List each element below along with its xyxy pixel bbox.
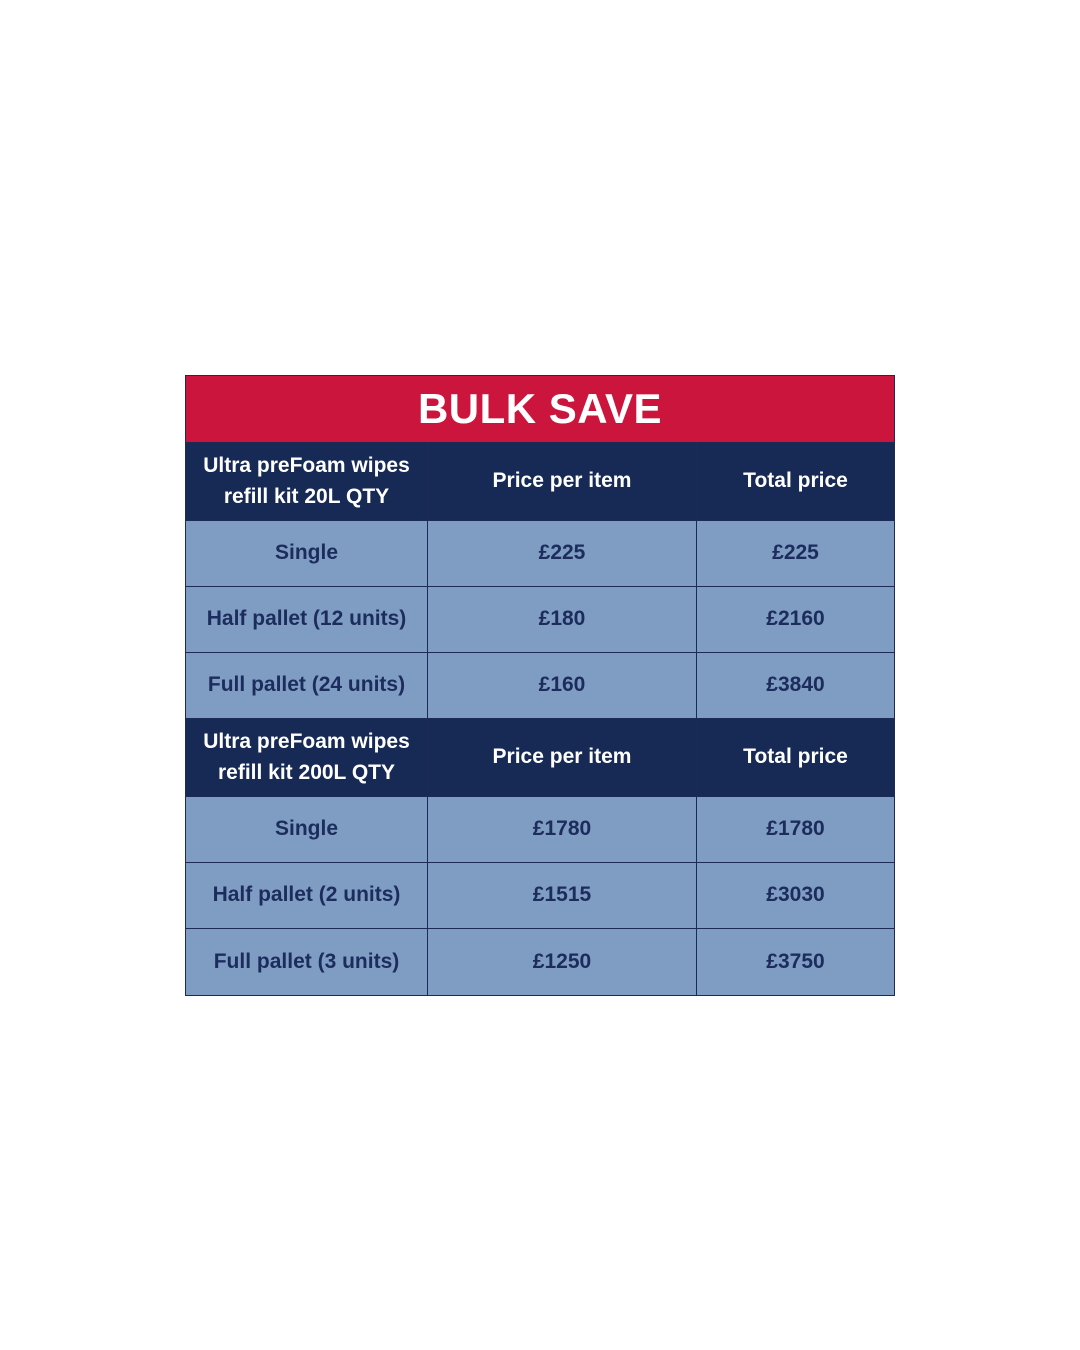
total-price-cell: £3750 <box>766 949 825 973</box>
total-price-cell: £3840 <box>766 673 825 697</box>
qty-cell: Single <box>186 797 428 862</box>
price-per-item-cell: £1780 <box>428 797 697 862</box>
total-price-cell: £3030 <box>766 883 825 907</box>
table-row <box>186 863 894 929</box>
qty-cell: Full pallet (24 units) <box>186 653 428 718</box>
price-per-item-cell: £1515 <box>428 863 697 928</box>
table-row <box>186 653 894 719</box>
price-per-item-cell: £160 <box>428 653 697 718</box>
bulk-save-table <box>185 375 895 996</box>
qty-cell: Half pallet (2 units) <box>186 863 428 928</box>
table-title: BULK SAVE <box>186 376 894 443</box>
total-price-header: Total price <box>743 745 848 769</box>
total-price-header: Total price <box>743 469 848 493</box>
price-per-item-header: Price per item <box>428 719 697 796</box>
total-price-cell: £225 <box>772 541 819 565</box>
table-row <box>186 929 894 995</box>
price-per-item-cell: £1250 <box>428 929 697 995</box>
table-row <box>186 587 894 653</box>
qty-cell: Half pallet (12 units) <box>186 587 428 652</box>
qty-cell: Single <box>186 521 428 586</box>
qty-column-header: Ultra preFoam wipes refill kit 20L QTY <box>186 443 428 520</box>
qty-cell: Full pallet (3 units) <box>186 929 428 995</box>
price-per-item-cell: £225 <box>428 521 697 586</box>
price-per-item-cell: £180 <box>428 587 697 652</box>
section-header-row-20l <box>186 443 894 521</box>
qty-column-header: Ultra preFoam wipes refill kit 200L QTY <box>186 719 428 796</box>
total-price-cell: £1780 <box>766 817 825 841</box>
table-row <box>186 521 894 587</box>
total-price-cell: £2160 <box>766 607 825 631</box>
section-header-row-200l <box>186 719 894 797</box>
price-per-item-header: Price per item <box>428 443 697 520</box>
table-row <box>186 797 894 863</box>
